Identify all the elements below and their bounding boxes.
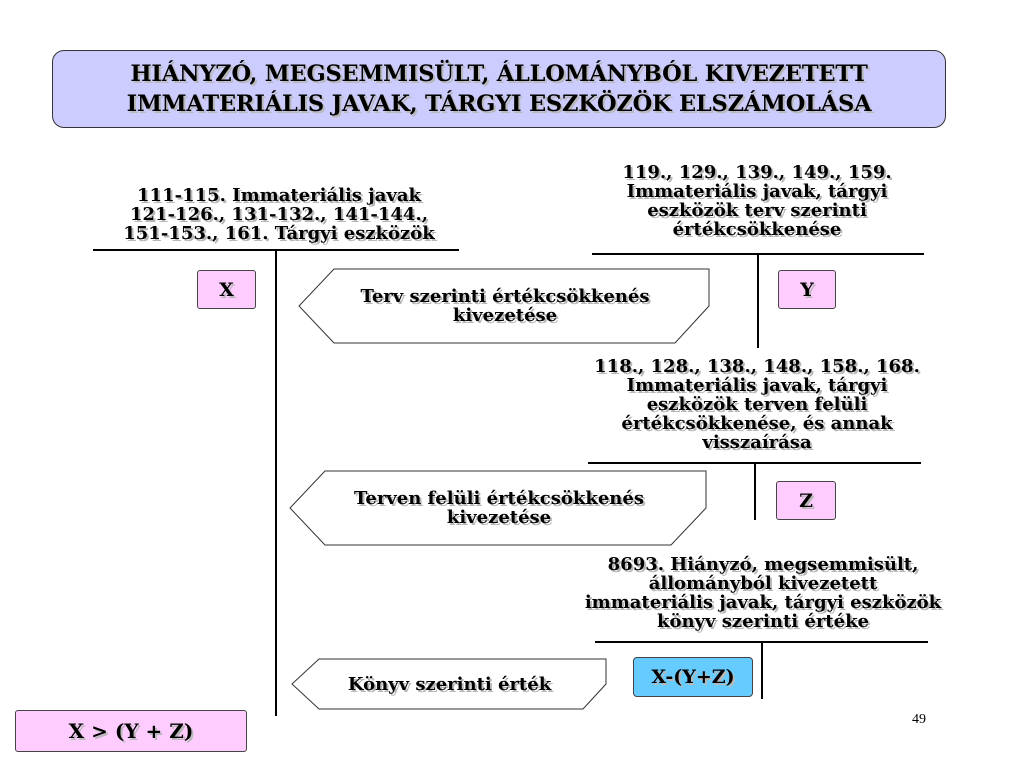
account-unplanned-line3: eszközök terven felüli [646, 394, 868, 415]
account-assets-vline [275, 250, 277, 716]
account-unplanned-vline [754, 463, 756, 520]
value-box-x: X [197, 270, 256, 309]
arrow-planned-transfer [298, 268, 712, 344]
account-planned-line2: Immateriális javak, tárgyi [626, 181, 888, 202]
account-book-line3: immateriális javak, tárgyi eszközök [584, 592, 942, 613]
account-planned-vline [757, 254, 759, 348]
value-box-z: Z [776, 481, 836, 520]
arrow-planned-text [298, 268, 712, 344]
account-unplanned-line2: Immateriális javak, tárgyi [626, 375, 888, 396]
arrow-unplanned-transfer [289, 470, 709, 546]
page-number: 49 [912, 712, 926, 727]
value-box-y: Y [778, 270, 836, 309]
slide-title-line2: IMMATERIÁLIS JAVAK, TÁRGYI ESZKÖZÖK ELSZÁMOLÁSA [126, 91, 872, 117]
account-unplanned-line5: visszaírása [702, 432, 812, 453]
account-unplanned-line1: 118., 128., 138., 148., 158., 168. [594, 356, 920, 377]
arrow-book-text [291, 658, 608, 710]
account-book-vline [761, 642, 763, 699]
account-planned-label [584, 163, 930, 239]
arrow-planned-line2: kivezetése [452, 305, 558, 326]
account-book-line4: könyv szerinti értéke [656, 611, 869, 632]
account-planned-line1: 119., 129., 139., 149., 159. [622, 162, 892, 183]
account-planned-line4: értékcsökkenése [672, 219, 842, 240]
account-book-line2: állományból kivezetett [648, 573, 878, 594]
slide-title-line1: HIÁNYZÓ, MEGSEMMISÜLT, ÁLLOMÁNYBÓL KIVEZETETT [130, 61, 868, 87]
arrow-book-transfer [291, 658, 608, 710]
account-assets-line2: 121-126., 131-132., 141-144., [130, 204, 428, 225]
account-planned-line3: eszközök terv szerinti [647, 200, 867, 221]
account-unplanned-line4: értékcsökkenése, és annak [621, 413, 893, 434]
arrow-unplanned-line2: kivezetése [446, 507, 552, 528]
value-box-book: X-(Y+Z) [633, 657, 753, 697]
account-assets-line3: 151-153., 161. Tárgyi eszközök [123, 223, 435, 244]
slide-title [52, 50, 946, 128]
account-unplanned-label [548, 357, 966, 452]
account-book-line1: 8693. Hiányzó, megsemmisült, [607, 554, 919, 575]
account-assets-line1: 111-115. Immateriális javak [137, 185, 421, 206]
arrow-unplanned-text [289, 470, 709, 546]
arrow-unplanned-line1: Terven felüli értékcsökkenés [354, 488, 644, 509]
arrow-planned-line1: Terv szerinti értékcsökkenés [360, 286, 650, 307]
account-book-label [544, 555, 982, 631]
condition-box: X > (Y + Z) [15, 710, 247, 752]
arrow-book-line1: Könyv szerinti érték [347, 673, 552, 695]
account-assets-label [96, 186, 462, 243]
